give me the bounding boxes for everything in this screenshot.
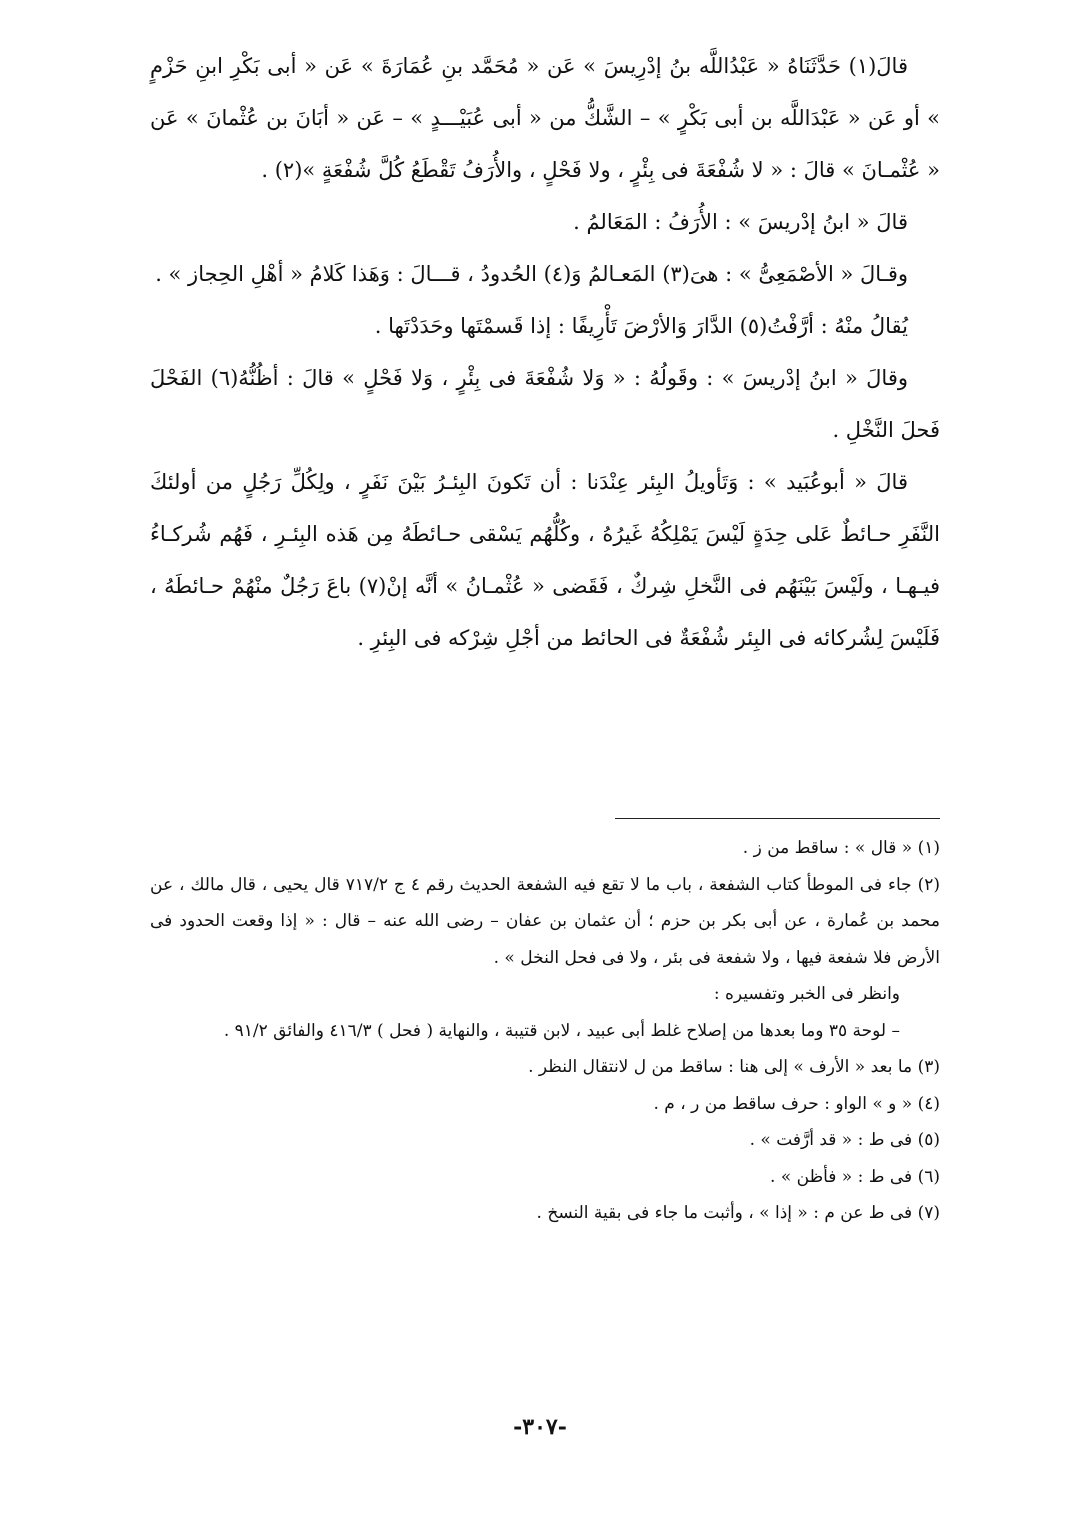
footnote-number: (٤) xyxy=(917,1093,940,1114)
footnote-3 xyxy=(150,1049,940,1086)
footnote-number: (٥) xyxy=(917,1130,940,1150)
page-number: -٣٠٧- xyxy=(513,1414,567,1440)
footnote-number: (١) xyxy=(917,838,940,858)
footnote-6 xyxy=(150,1159,940,1196)
footnote-text: فى ط عن م : « إذا » ، وأثبت ما جاء فى بقية النسخ . xyxy=(536,1203,913,1223)
footnote-text: فى ط : « قد أرَّفت » . xyxy=(749,1130,913,1150)
footnote-text: « و » الواو : حرف ساقط من ر ، م . xyxy=(653,1093,913,1114)
footnote-2-continuation: – لوحة ٣٥ وما بعدها من إصلاح غلط أبى عبيد ، لابن قتيبة ، والنهاية ( فحل ) ٤١٦/٣ والفائق ٩١/٢ . xyxy=(223,1020,900,1041)
footnote-number: (٢) xyxy=(917,874,940,895)
footnote-2-continuation: وانظر فى الخبر وتفسيره : xyxy=(713,984,900,1004)
footnote-5 xyxy=(150,1122,940,1159)
paragraph: وقـالَ « الأصْمَعِىُّ » : هىَ(٣) المَعـالمُ وَ(٤) الحُدودُ ، قـــالَ : وَهَذا كَلامُ « أهْلِ الحِجاز » . xyxy=(155,262,908,286)
footnote-2 xyxy=(150,867,940,977)
paragraph: وقالَ « ابنُ إدْريسَ » : وقَولُهُ : « وَلا شُفْعَةَ فى بِئْرٍ ، وَلا فَحْلٍ » قالَ : أظُنُّهُ(٦) الفَحْلَ فَحلَ النَّخْلِ . xyxy=(150,366,940,442)
footnote-1 xyxy=(150,830,940,867)
footnote-text: فى ط : « فأظن » . xyxy=(770,1166,913,1187)
paragraph: قالَ « ابنُ إدْريسَ » : الأُرَفُ : المَعَالمُ . xyxy=(573,210,908,234)
footnote-7 xyxy=(150,1195,940,1232)
main-text xyxy=(150,40,940,664)
footnote-text: جاء فى الموطأ كتاب الشفعة ، باب ما لا تقع فيه الشفعة الحديث رقم ٤ ج ٧١٧/٢ قال يحيى ، قال مالك ، عن محمد بن عُمارة ، عن أبى بكر بن حزم ؛ أن عثمان بن عفان – رضى الله عنه – قال : « إذا وقعت الحدود فى الأرض فلا شفعة فيها ، ولا شفعة فى بئر ، ولا فى فحل النخل » . xyxy=(150,874,940,968)
footnote-number: (٣) xyxy=(917,1057,940,1077)
paragraph: يُقالُ منْهُ : أرَّفْتُ(٥) الدَّارَ وَالأرْضَ تَأْرِيفًا : إذا قَسمْتَها وحَدَدْتَها . xyxy=(374,314,908,338)
footnote-text: ما بعد « الأرف » إلى هنا : ساقط من ل لانتقال النظر . xyxy=(528,1057,913,1077)
footnote-4 xyxy=(150,1086,940,1123)
footnote-text: « قال » : ساقط من ز . xyxy=(742,838,913,858)
footnote-number: (٧) xyxy=(917,1203,940,1223)
footnote-divider xyxy=(615,818,940,819)
footnote-number: (٦) xyxy=(917,1166,940,1187)
paragraph: قالَ « أبوعُبَيد » : وَتَأويلُ البِئر عِنْدَنا : أن تَكونَ البِئـرُ بَيْنَ نَفَرٍ ، ولِكُلِّ رَجُلٍ من أولئكَ النَّفَرِ حـائطٌ عَلى حِدَةٍ لَيْسَ يَمْلِكُهُ غَيرُهُ ، وكُلُّهُم يَسْقى حـائطَهُ مِن هَذه البِئـرِ ، فَهُم شُركـاءُ فيـهـا ، ولَيْسَ بَيْنَهُم فى النَّخلِ شِركٌ ، فَقَضى « عُثْمـانُ » أنَّه إنْ(٧) باعَ رَجُلٌ منْهُمْ حـائطَهُ ، فَلَيْسَ لِشُركائه فى البِئر شُفْعَةٌ فى الحائط من أجْلِ شِرْكه فى البِئرِ . xyxy=(150,470,940,650)
paragraph: قالَ(١) حَدَّثَنَاهُ « عَبْدُاللَّه بنُ إدْرِيسَ » عَن « مُحَمَّد بنِ عُمَارَةَ » عَن « أبى بَكْرِ ابنِ حَزْمٍ » أو عَن « عَبْدَاللَّه بن أبى بَكْرٍ » – الشَّكُّ من « أبى عُبَيْـــدٍ » – عَن « أبَانَ بن عُثْمانَ » عَن « عُثْمـانَ » قالَ : « لا شُفْعَةَ فى بِئْرٍ ، ولا فَحْلٍ ، والأُرَفُ تَقْطَعُ كُلَّ شُفْعَةٍ »(٢) . xyxy=(150,54,940,182)
footnotes xyxy=(150,830,940,1232)
